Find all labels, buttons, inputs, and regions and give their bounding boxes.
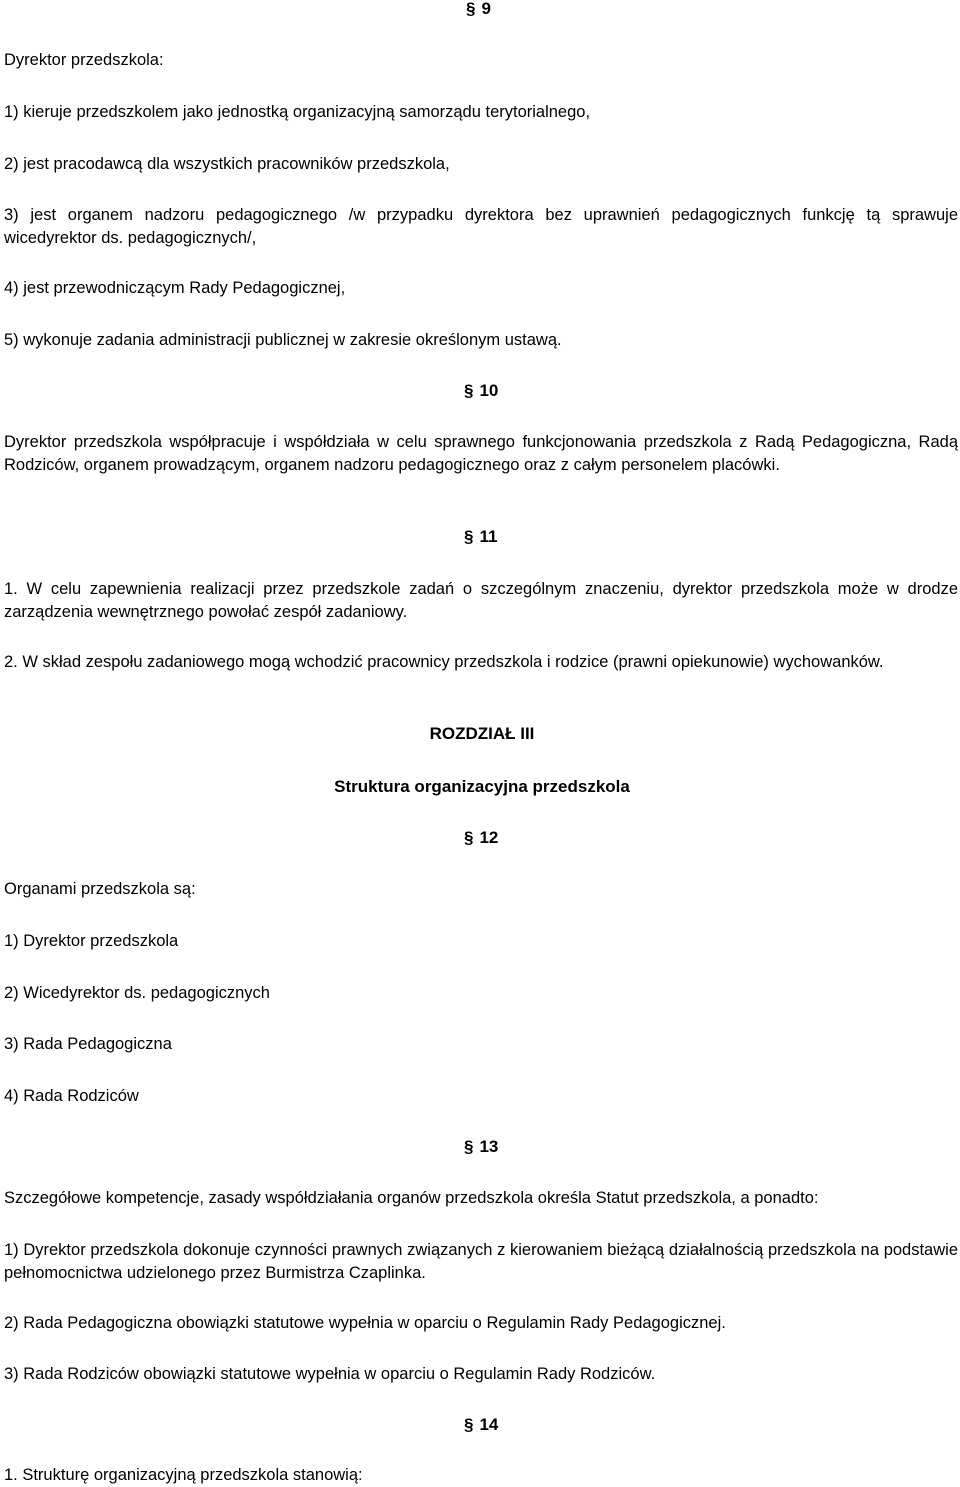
paragraph-intro: Dyrektor przedszkola: — [4, 51, 164, 69]
list-item: 3) jest organem nadzoru pedagogicznego /w przypadku dyrektora bez uprawnień pedagogicznych funkcję tą sprawuje wicedyrektor ds. pedagogicznych/, — [4, 206, 958, 247]
chapter-title: ROZDZIAŁ III — [429, 724, 535, 743]
list-item: 2) jest pracodawcą dla wszystkich pracowników przedszkola, — [4, 155, 450, 173]
list-item: 2) Wicedyrektor ds. pedagogicznych — [4, 984, 270, 1002]
section-number: 9 — [481, 0, 491, 18]
section-number: 12 — [479, 828, 499, 847]
section-symbol: § — [466, 0, 476, 18]
section-number: 13 — [479, 1137, 499, 1156]
section-number: 11 — [479, 527, 498, 546]
list-item: 1) kieruje przedszkolem jako jednostką organizacyjną samorządu terytorialnego, — [4, 103, 591, 121]
chapter-subtitle: Struktura organizacyjna przedszkola — [334, 777, 630, 796]
paragraph: Dyrektor przedszkola współpracuje i współdziała w celu sprawnego funkcjonowania przedszkola z Radą Pedagogiczna, Radą Rodziców, organem prowadzącym, organem nadzoru pedagogicznego oraz z całym personelem placówki. — [4, 433, 958, 474]
section-heading-12 — [464, 827, 498, 849]
list-item: 3) Rada Rodziców obowiązki statutowe wypełnia w oparciu o Regulamin Rady Rodziców. — [4, 1365, 656, 1383]
paragraph-intro: Szczegółowe kompetencje, zasady współdziałania organów przedszkola określa Statut przedszkola, a ponadto: — [4, 1189, 819, 1207]
list-item: 1. W celu zapewnienia realizacji przez przedszkole zadań o szczególnym znaczeniu, dyrektor przedszkola może w drodze zarządzenia wewnętrznego powołać zespół zadaniowy. — [4, 580, 958, 621]
section-heading-11 — [464, 526, 497, 548]
list-item: 3) Rada Pedagogiczna — [4, 1035, 172, 1053]
section-number: 10 — [479, 381, 499, 400]
section-symbol: § — [464, 381, 474, 400]
paragraph-intro: Organami przedszkola są: — [4, 880, 196, 898]
list-item: 2) Rada Pedagogiczna obowiązki statutowe wypełnia w oparciu o Regulamin Rady Pedagogicznej. — [4, 1314, 726, 1332]
section-symbol: § — [464, 1415, 474, 1434]
section-symbol: § — [464, 1137, 474, 1156]
section-symbol: § — [464, 828, 474, 847]
list-item: 2. W skład zespołu zadaniowego mogą wchodzić pracownicy przedszkola i rodzice (prawni opiekunowie) wychowanków. — [4, 653, 884, 671]
list-item: 4) Rada Rodziców — [4, 1087, 139, 1105]
list-item: 4) jest przewodniczącym Rady Pedagogicznej, — [4, 279, 346, 297]
section-heading-13 — [464, 1136, 498, 1158]
list-item: 1) Dyrektor przedszkola dokonuje czynności prawnych związanych z kierowaniem bieżącą działalnością przedszkola na podstawie pełnomocnictwa udzielonego przez Burmistrza Czaplinka. — [4, 1241, 958, 1282]
section-heading-14 — [464, 1414, 498, 1436]
section-heading-10 — [464, 380, 498, 402]
list-item: 1. Strukturę organizacyjną przedszkola stanowią: — [4, 1466, 363, 1484]
list-item: 1) Dyrektor przedszkola — [4, 932, 179, 950]
section-symbol: § — [464, 527, 474, 546]
section-heading-9 — [466, 0, 491, 20]
list-item: 5) wykonuje zadania administracji publicznej w zakresie określonym ustawą. — [4, 331, 562, 349]
section-number: 14 — [479, 1415, 499, 1434]
